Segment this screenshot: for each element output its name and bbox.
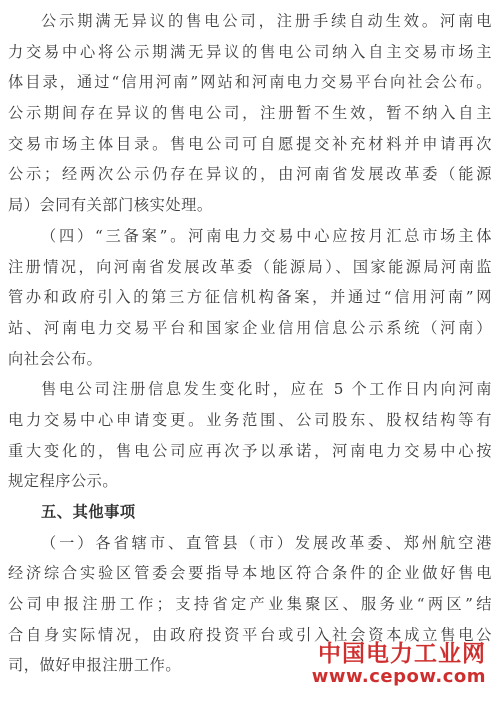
text-line: 局）会同有关部门核实处理。 <box>8 196 213 215</box>
text-line: 公示期满无异议的售电公司，注册手续自动生效。河南电 <box>41 12 492 30</box>
text-line: 注册情况，向河南省发展改革委（能源局）、国家能源局河南监 <box>8 257 492 276</box>
text-line: 体目录，通过“信用河南”网站和河南电力交易平台向社会公布。 <box>8 73 492 92</box>
watermark <box>312 641 486 687</box>
text-line: 合自身实际情况，由政府投资平台或引入社会资本成立售电公 <box>8 625 492 644</box>
text-line: 公示；经两次公示仍存在异议的，由河南省发展改革委（能源 <box>8 165 492 184</box>
section-heading: 五、其他事项 <box>41 503 136 521</box>
text-line: 电力交易中心申请变更。业务范围、公司股东、股权结构等有 <box>8 410 492 429</box>
document-body <box>8 6 492 681</box>
watermark-site-name: 中国电力工业网 <box>318 641 486 667</box>
text-line: 售电公司注册信息发生变化时，应在 5 个工作日内向河南 <box>41 380 492 399</box>
text-line: 公司申报注册工作；支持省定产业集聚区、服务业“两区”结 <box>8 595 492 614</box>
text-line: 重大变化的，售电公司应再次予以承诺，河南电力交易中心按 <box>8 441 492 460</box>
text-line: 向社会公布。 <box>8 349 103 368</box>
text-line: （四）“三备案”。河南电力交易中心应按月汇总市场主体 <box>41 226 492 245</box>
text-line: 管办和政府引入的第三方征信机构备案，并通过“信用河南”网 <box>8 288 492 307</box>
text-line: 司，做好申报注册工作。 <box>8 656 182 675</box>
text-line: 站、河南电力交易平台和国家企业信用信息公示系统（河南） <box>8 318 492 337</box>
text-line: 力交易中心将公示期满无异议的售电公司纳入自主交易市场主 <box>8 42 492 61</box>
text-line: 规定程序公示。 <box>8 472 119 491</box>
watermark-url: www.cepow.com <box>311 666 486 687</box>
text-line: （一）各省辖市、直管县（市）发展改革委、郑州航空港 <box>41 533 492 552</box>
text-line: 公示期间存在异议的售电公司，注册暂不生效，暂不纳入自主 <box>8 104 492 123</box>
text-line: 交易市场主体目录。售电公司可自愿提交补充材料并申请再次 <box>8 134 492 153</box>
text-line: 经济综合实验区管委会要指导本地区符合条件的企业做好售电 <box>8 564 492 583</box>
